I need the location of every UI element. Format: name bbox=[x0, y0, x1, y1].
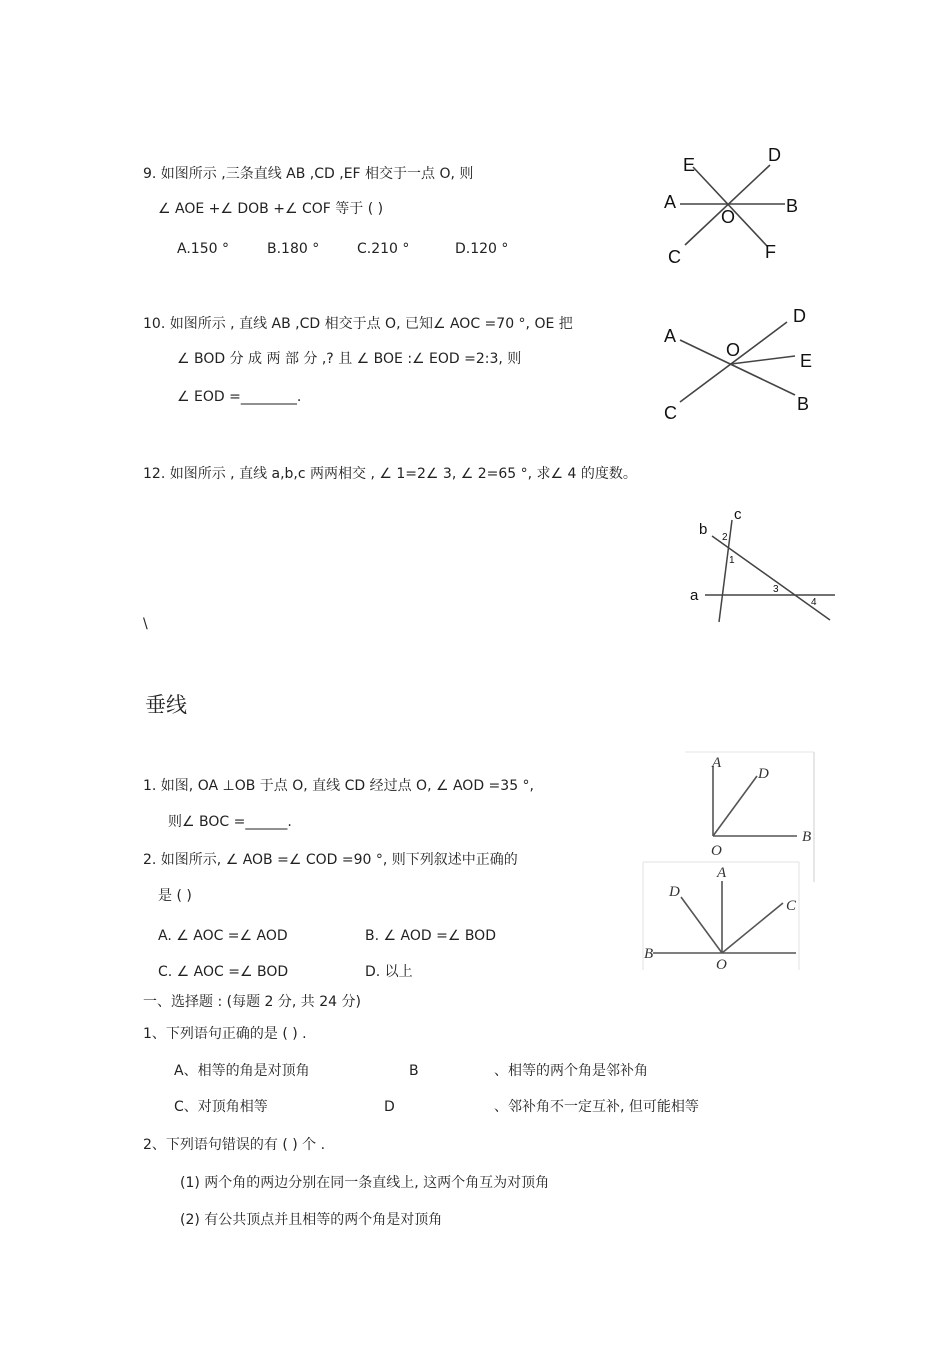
p2-label-o: O bbox=[716, 957, 727, 973]
q10-line2: ∠ BOD 分 成 两 部 分 ,? 且 ∠ BOE :∠ EOD =2:3, 则 bbox=[177, 351, 522, 367]
q12-label-3: 3 bbox=[773, 584, 779, 595]
q10-label-e: E bbox=[800, 351, 813, 371]
q12-line1: 12. 如图所示 , 直线 a,b,c 两两相交 , ∠ 1=2∠ 3, ∠ 2=65 °, 求∠ 4 的度数。 bbox=[143, 466, 637, 482]
q12-backslash: \ bbox=[143, 616, 148, 632]
q9-option-d: D.120 ° bbox=[455, 241, 509, 257]
q12-label-4: 4 bbox=[811, 597, 817, 608]
q9-option-c: C.210 ° bbox=[357, 241, 410, 257]
q9-line-cd bbox=[685, 165, 770, 245]
q10-label-c: C bbox=[664, 403, 677, 423]
q10-label-a: A bbox=[664, 326, 677, 346]
p1-line2: 则∠ BOC =______. bbox=[168, 814, 292, 830]
part1-q1-option-b-text: 、相等的两个角是邻补角 bbox=[494, 1063, 648, 1079]
p1-line1: 1. 如图, OA ⊥OB 于点 O, 直线 CD 经过点 O, ∠ AOD =35 °, bbox=[143, 778, 535, 794]
q9-label-a: A bbox=[664, 192, 677, 212]
p2-option-a: A. ∠ AOC =∠ AOD bbox=[158, 928, 288, 944]
part1-q2-item2: (2) 有公共顶点并且相等的两个角是对顶角 bbox=[180, 1212, 443, 1228]
p2-label-c: C bbox=[786, 898, 797, 914]
p2-label-a: A bbox=[717, 865, 727, 881]
q9-label-f: F bbox=[765, 242, 776, 262]
p2-line2: 是 ( ) bbox=[158, 888, 192, 904]
p2-option-b: B. ∠ AOD =∠ BOD bbox=[365, 928, 496, 944]
p1-label-a: A bbox=[712, 755, 722, 771]
part1-q1-option-d-letter: D bbox=[384, 1099, 395, 1115]
q9-option-b: B.180 ° bbox=[267, 241, 320, 257]
part1-q1-option-c: C、对顶角相等 bbox=[174, 1099, 268, 1115]
part1-q1-stem: 1、下列语句正确的是 ( ) . bbox=[143, 1026, 307, 1042]
q9-line1: 9. 如图所示 ,三条直线 AB ,CD ,EF 相交于一点 O, 则 bbox=[143, 166, 474, 182]
q9-label-b: B bbox=[786, 196, 799, 216]
p2-label-d: D bbox=[669, 884, 680, 900]
p1-label-o: O bbox=[711, 843, 722, 859]
q9-label-e: E bbox=[683, 155, 696, 175]
p1-ray-od bbox=[713, 776, 757, 836]
q10-label-o: O bbox=[726, 340, 741, 360]
part1-q2-item1: (1) 两个角的两边分别在同一条直线上, 这两个角互为对顶角 bbox=[180, 1175, 550, 1191]
q12-label-b: b bbox=[699, 521, 708, 538]
p1-label-d: D bbox=[758, 766, 769, 782]
q12-label-1: 1 bbox=[729, 555, 735, 566]
p2-option-d: D. 以上 bbox=[365, 964, 413, 980]
p2-ray-oc bbox=[722, 903, 783, 953]
q9-label-o: O bbox=[721, 207, 736, 227]
q10-figure bbox=[655, 300, 825, 430]
part1-q1-option-d-text: 、邻补角不一定互补, 但可能相等 bbox=[494, 1099, 699, 1115]
q10-line1: 10. 如图所示 , 直线 AB ,CD 相交于点 O, 已知∠ AOC =70 °, OE 把 bbox=[143, 316, 573, 332]
section-title: 垂线 bbox=[145, 693, 187, 717]
q10-label-d: D bbox=[793, 306, 806, 326]
q12-label-c: c bbox=[734, 506, 742, 523]
q9-figure bbox=[655, 140, 815, 270]
p2-option-c: C. ∠ AOC =∠ BOD bbox=[158, 964, 289, 980]
q10-label-b: B bbox=[797, 394, 810, 414]
q9-label-c: C bbox=[668, 247, 681, 267]
part1-title: 一、选择题 : (每题 2 分, 共 24 分) bbox=[143, 994, 361, 1010]
p2-ray-od bbox=[681, 897, 722, 953]
q12-label-a: a bbox=[690, 587, 699, 604]
q10-line3: ∠ EOD =________. bbox=[177, 389, 302, 405]
part1-q2-stem: 2、下列语句错误的有 ( ) 个 . bbox=[143, 1137, 326, 1153]
q9-line2: ∠ AOE +∠ DOB +∠ COF 等于 ( ) bbox=[158, 201, 384, 217]
p1-label-b: B bbox=[802, 829, 812, 845]
p2-figure bbox=[643, 862, 803, 972]
p2-line1: 2. 如图所示, ∠ AOB =∠ COD =90 °, 则下列叙述中正确的 bbox=[143, 852, 518, 868]
q9-label-d: D bbox=[768, 145, 781, 165]
q10-line-cd bbox=[680, 322, 787, 402]
part1-q1-option-a: A、相等的角是对顶角 bbox=[174, 1063, 310, 1079]
q12-label-2: 2 bbox=[722, 532, 728, 543]
part1-q1-option-b-letter: B bbox=[409, 1063, 419, 1079]
p2-label-b: B bbox=[644, 946, 654, 962]
q12-figure bbox=[685, 500, 845, 630]
q9-option-a: A.150 ° bbox=[177, 241, 229, 257]
